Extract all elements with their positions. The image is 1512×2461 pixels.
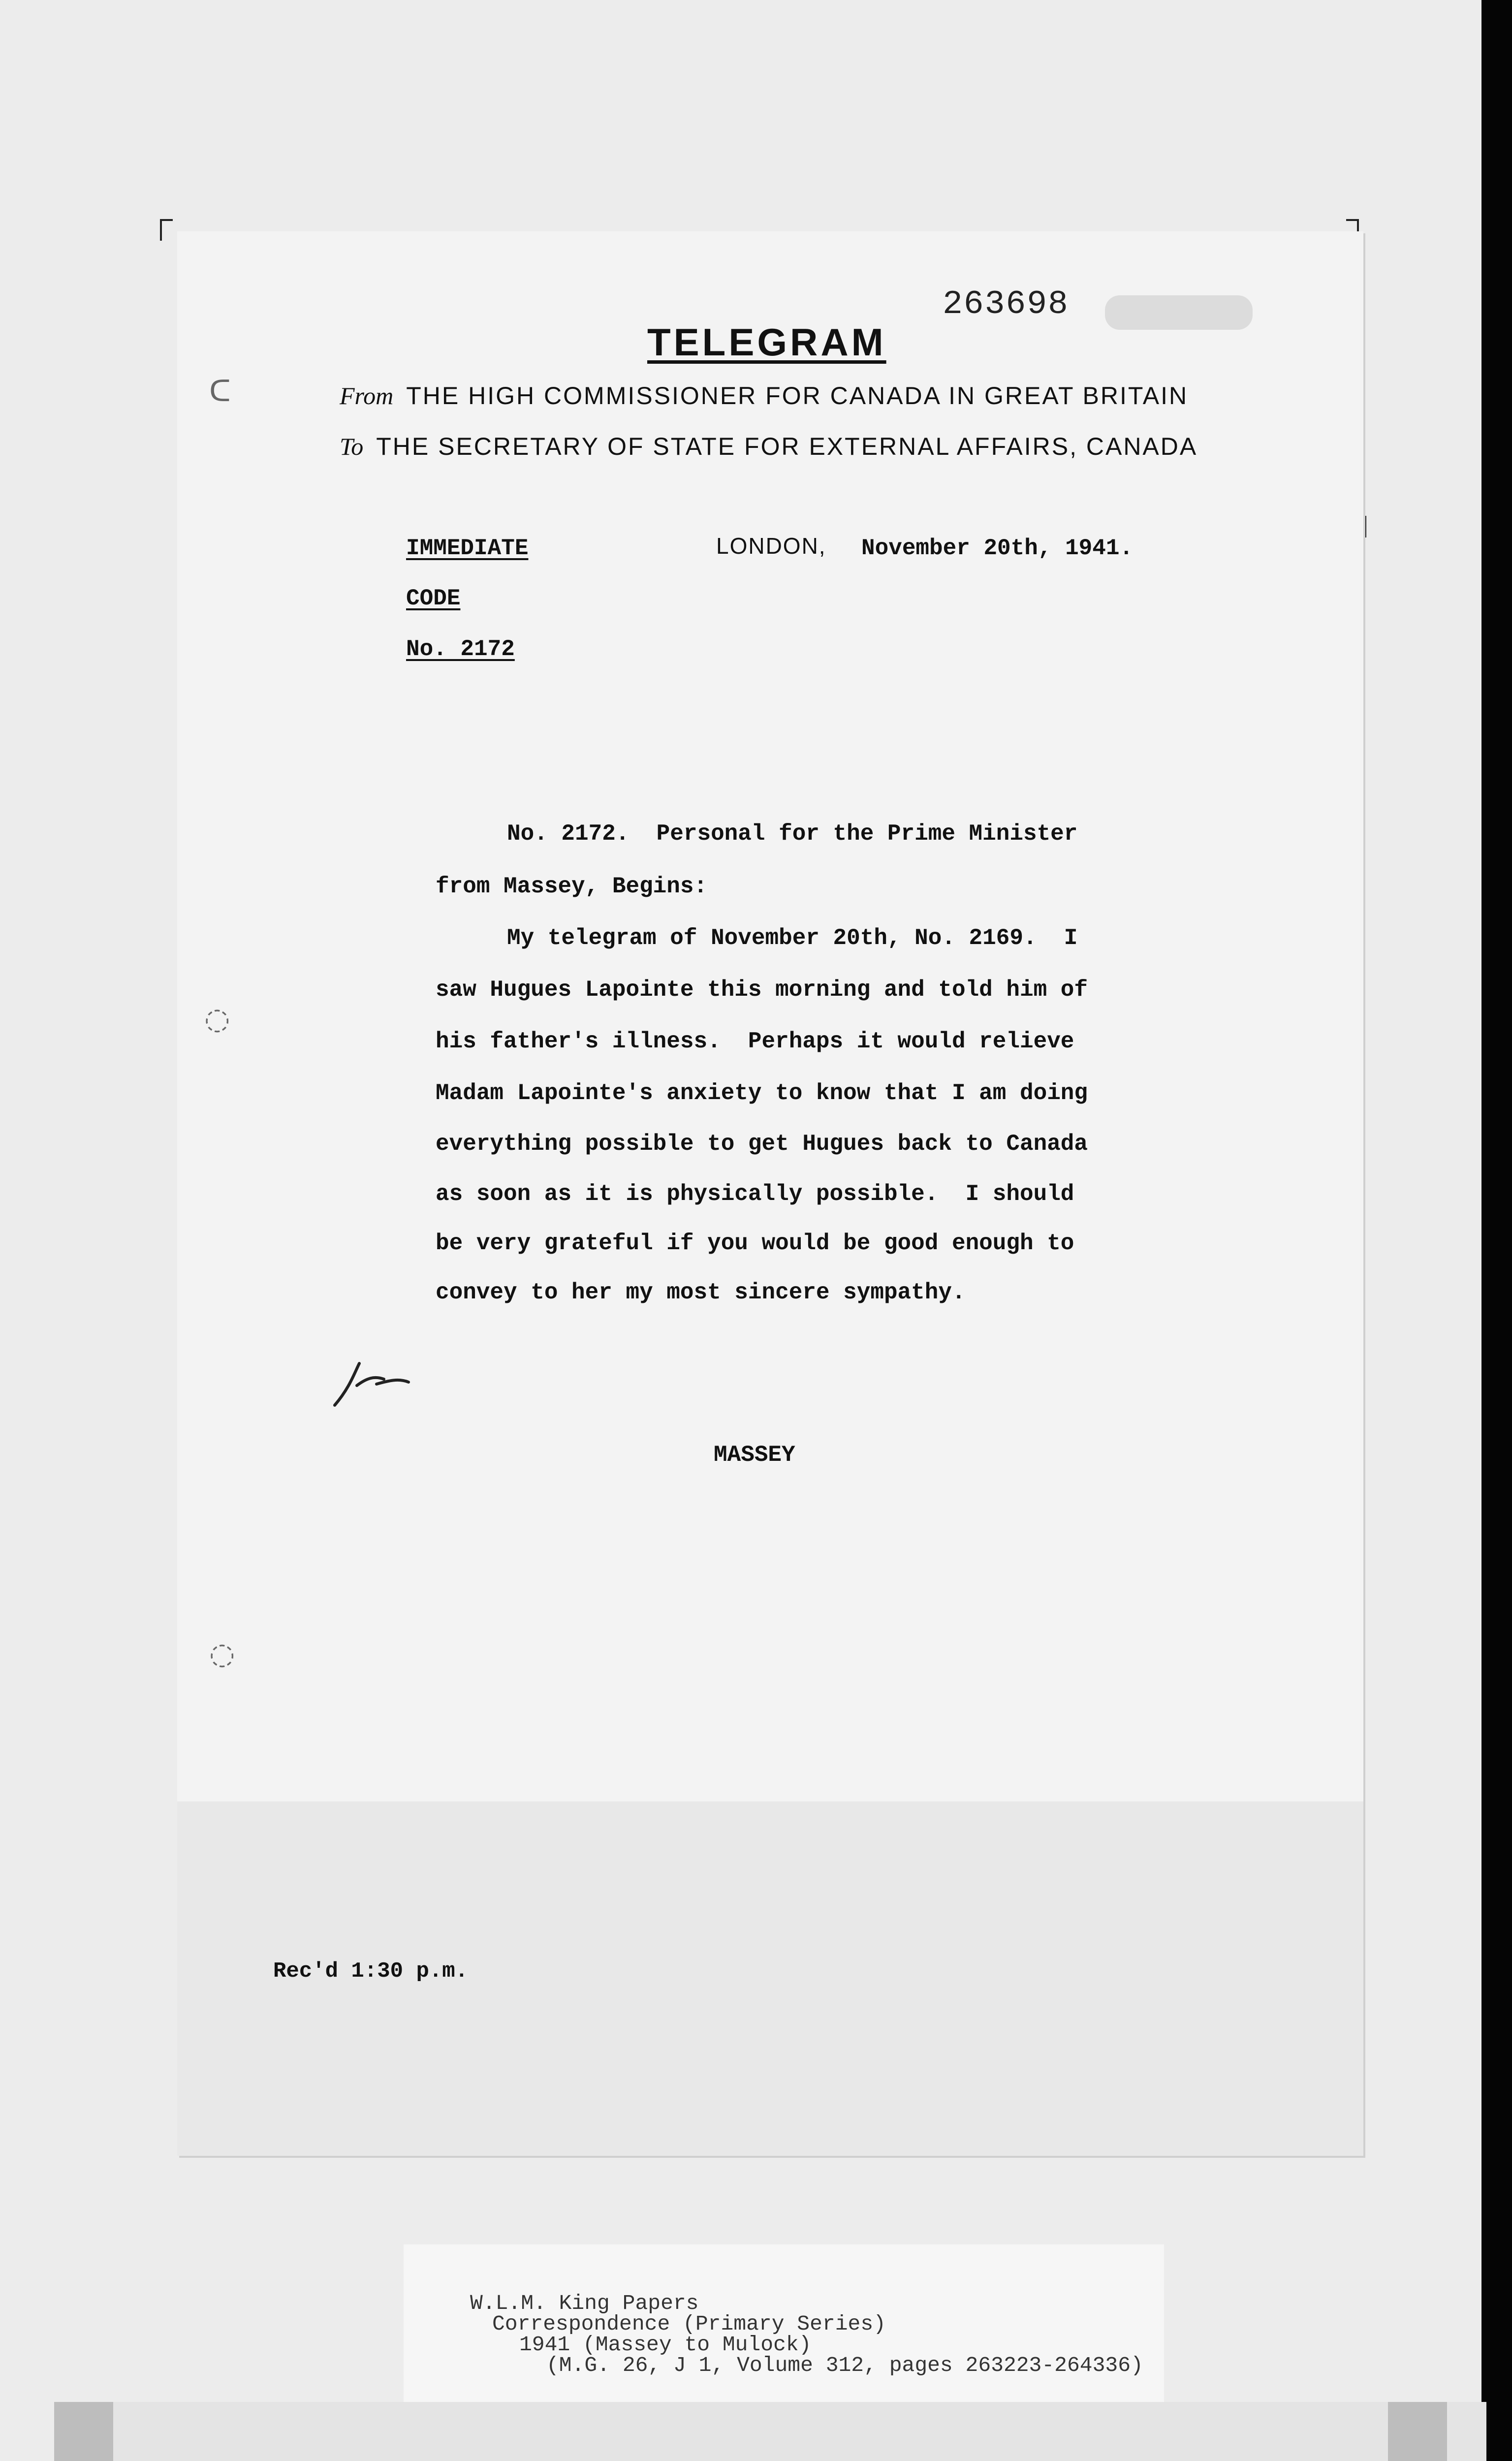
place-label: LONDON, [716,533,826,559]
priority-label: IMMEDIATE [406,536,529,561]
card-edge [1388,2402,1447,2461]
body-line: Madam Lapointe's anxiety to know that I am doing [436,1080,1088,1106]
archives-card [54,2402,1486,2461]
reference-line: (M.G. 26, J 1, Volume 312, pages 263223-264336) [546,2353,1143,2377]
to-label: To [340,433,364,460]
body-line: be very grateful if you would be good enough to [436,1230,1074,1256]
punch-hole: ◌ [204,1002,230,1036]
date-label: November 20th, 1941. [861,536,1134,561]
handwritten-tick-mark [330,1358,418,1418]
from-line [340,381,1188,410]
body-line: saw Hugues Lapointe this morning and told him of [436,977,1088,1003]
body-line: as soon as it is physically possible. I should [436,1181,1074,1207]
card-edge [54,2402,113,2461]
body-line: everything possible to get Hugues back to Canada [436,1131,1088,1157]
crop-mark [160,219,173,241]
body-line: convey to her my most sincere sympathy. [436,1280,966,1305]
to-line [340,432,1197,461]
code-label: CODE [406,586,461,611]
reference-line: 1941 (Massey to Mulock) [519,2333,812,2357]
redacted-mark [1105,295,1253,330]
telegram-heading: TELEGRAM [647,320,886,364]
to-text: THE SECRETARY OF STATE FOR EXTERNAL AFFAIRS, CANADA [376,433,1198,460]
message-number: No. 2172 [406,636,515,662]
received-time: Rec'd 1:30 p.m. [273,1959,469,1984]
body-line: from Massey, Begins: [436,874,708,899]
reference-line: Correspondence (Primary Series) [492,2312,886,2336]
body-line: My telegram of November 20th, No. 2169. I [507,925,1078,951]
body-line: No. 2172. Personal for the Prime Minister [507,821,1078,847]
punch-hole: ◌ [209,1637,235,1671]
from-label: From [340,382,394,410]
body-line: his father's illness. Perhaps it would relieve [436,1029,1074,1054]
film-edge [1481,0,1512,2461]
punch-hole: ᑕ [209,374,231,409]
signature: MASSEY [714,1442,795,1468]
from-text: THE HIGH COMMISSIONER FOR CANADA IN GREAT BRITAIN [406,382,1189,410]
reference-line: W.L.M. King Papers [470,2291,699,2315]
serial-number: 263698 [943,285,1069,323]
